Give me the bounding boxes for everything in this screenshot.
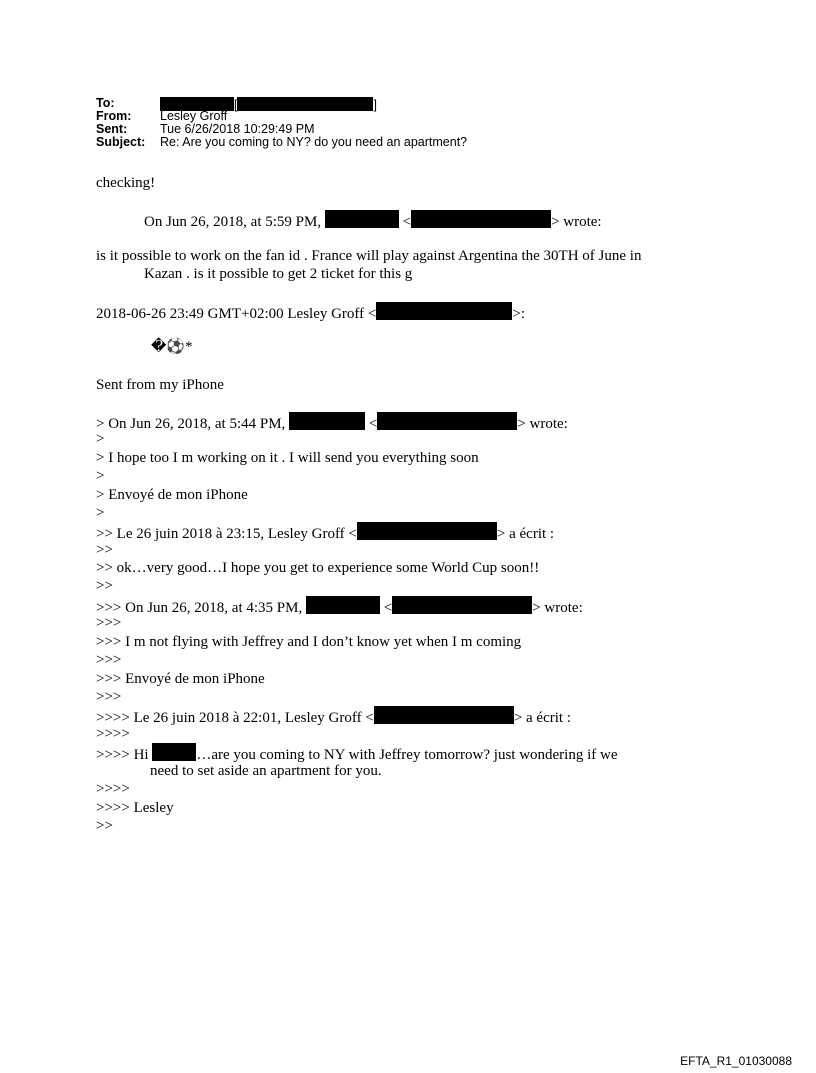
redaction-box: [306, 596, 380, 614]
quote-header-text: <: [402, 214, 412, 230]
body-line: Sent from my iPhone: [96, 377, 224, 393]
body-line: >>> I m not flying with Jeffrey and I don’t know yet when I m coming: [96, 634, 522, 650]
body-line: >: [96, 505, 105, 521]
redaction-box: [152, 743, 196, 761]
body-line: >>: [96, 578, 113, 594]
body-line: [96, 743, 618, 764]
subject-value: Re: Are you coming to NY? do you need an apartment?: [160, 135, 468, 149]
email-header: [96, 97, 467, 149]
body-line: >>>> Lesley: [96, 800, 174, 816]
redaction-box: [392, 596, 532, 614]
body-line: >: [96, 431, 105, 447]
body-line: >>>>: [96, 726, 130, 742]
sent-value: Tue 6/26/2018 10:29:49 PM: [160, 122, 315, 136]
body-line: > Envoyé de mon iPhone: [96, 487, 248, 503]
quote-header-text: > wrote:: [551, 214, 602, 230]
subject-row: [96, 136, 467, 149]
body-text: >>>> Hi: [96, 747, 149, 763]
subject-label: Subject:: [96, 135, 146, 149]
body-line: > I hope too I m working on it . I will send you everything soon: [96, 450, 479, 466]
quote-header-line: [96, 412, 568, 433]
body-line: checking!: [96, 175, 156, 191]
quote-header-text: > wrote:: [532, 600, 583, 616]
quote-header-line: [96, 522, 554, 543]
quote-header-text: >> Le 26 juin 2018 à 23:15, Lesley Groff <: [96, 526, 357, 542]
quote-header-text: > On Jun 26, 2018, at 5:44 PM,: [96, 416, 286, 432]
body-line: >> ok…very good…I hope you get to experience some World Cup soon!!: [96, 560, 540, 576]
redaction-box: [325, 210, 399, 228]
redaction-box: [374, 706, 514, 724]
from-label: From:: [96, 109, 132, 123]
quote-header-line: [96, 596, 583, 617]
sent-label: Sent:: [96, 122, 128, 136]
quote-header-text: >>>> Le 26 juin 2018 à 22:01, Lesley Groff <: [96, 710, 374, 726]
bracket-close: ]: [373, 98, 377, 112]
quote-header-text: >>> On Jun 26, 2018, at 4:35 PM,: [96, 600, 303, 616]
body-line: >>: [96, 818, 113, 834]
quote-header-text: <: [383, 600, 393, 616]
body-line: >>: [96, 542, 113, 558]
quote-header-line: [96, 302, 525, 323]
to-row: [96, 97, 467, 110]
redaction-box: [289, 412, 365, 430]
bracket-open: [: [234, 98, 238, 112]
redaction-box: [411, 210, 551, 228]
body-text: …are you coming to NY with Jeffrey tomorrow? just wondering if we: [196, 747, 618, 763]
to-label: To:: [96, 96, 115, 110]
quote-header-text: > wrote:: [517, 416, 568, 432]
body-line: >>>: [96, 652, 122, 668]
body-line: is it possible to work on the fan id . France will play against Argentina the 30TH of June in: [96, 248, 642, 264]
body-line: need to set aside an apartment for you.: [150, 763, 382, 779]
body-line: >: [96, 468, 105, 484]
body-line: >>>: [96, 615, 122, 631]
body-line: >>>: [96, 689, 122, 705]
quote-header-text: On Jun 26, 2018, at 5:59 PM,: [144, 214, 322, 230]
redaction-box: [357, 522, 497, 540]
quote-header-line: [96, 706, 571, 727]
body-line: Kazan . is it possible to get 2 ticket for this g: [144, 266, 413, 282]
redaction-box: [376, 302, 512, 320]
redaction-box: [237, 97, 373, 111]
quote-header-text: > a écrit :: [496, 526, 555, 542]
quote-header-text: > a écrit :: [513, 710, 571, 726]
document-id: EFTA_R1_01030088: [680, 1054, 792, 1068]
emoji-line: �⚽*: [151, 339, 193, 355]
body-line: >>>>: [96, 781, 130, 797]
quote-header-text: <: [368, 416, 378, 432]
quote-header-text: 2018-06-26 23:49 GMT+02:00 Lesley Groff <: [96, 306, 377, 322]
from-value: Lesley Groff: [160, 109, 228, 123]
body-line: >>> Envoyé de mon iPhone: [96, 671, 265, 687]
quote-header-text: >:: [512, 306, 525, 322]
quote-header-line: [144, 210, 602, 231]
redaction-box: [377, 412, 517, 430]
